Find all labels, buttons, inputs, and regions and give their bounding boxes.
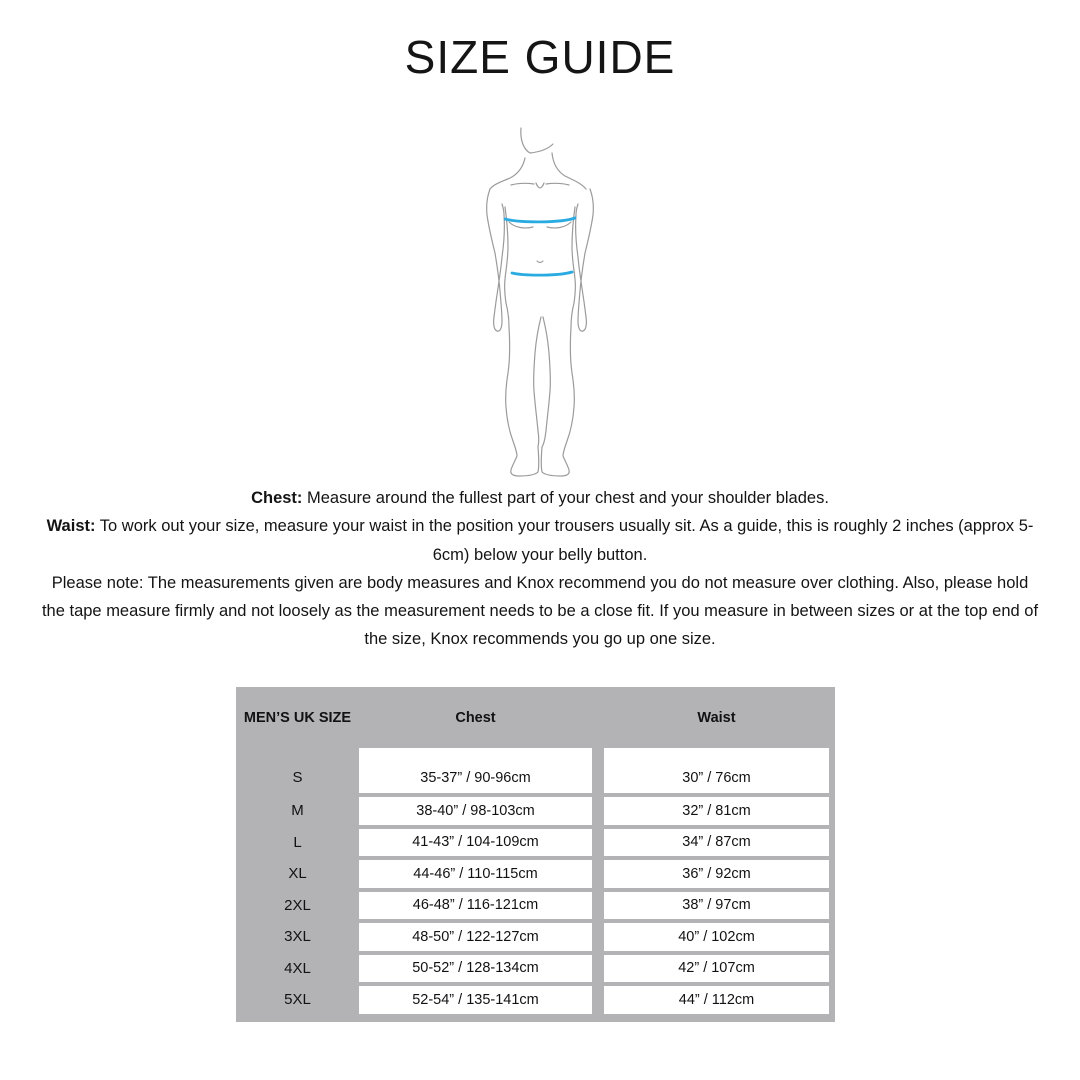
- waist-instruction: [40, 512, 1040, 569]
- table-row-4xl: [236, 955, 835, 983]
- size-cell: S: [292, 769, 303, 786]
- size-cell: M: [291, 802, 304, 820]
- chest-text: Measure around the fullest part of your chest and your shoulder blades.: [307, 489, 829, 507]
- torso-left-line: [505, 207, 508, 303]
- chest-cell: 52-54” / 135-141cm: [359, 986, 592, 1014]
- waist-text: To work out your size, measure your waist in the position your trousers usually sit. As a guide, this is roughly 2 inches (approx 5-6cm) below your belly button.: [99, 517, 1034, 564]
- sternum-notch: [536, 183, 544, 188]
- waist-cell: 32” / 81cm: [604, 797, 829, 825]
- header-waist-col: Waist: [697, 709, 736, 726]
- size-cell: 2XL: [284, 896, 311, 914]
- table-row-s: [236, 748, 835, 793]
- size-cell: 4XL: [284, 959, 311, 977]
- left-arm-outline: [487, 189, 505, 331]
- left-leg-inner-line: [534, 317, 541, 447]
- header-size-col: MEN’S UK SIZE: [243, 709, 352, 726]
- table-row-5xl: [236, 986, 835, 1014]
- chest-cell: 50-52” / 128-134cm: [359, 955, 592, 983]
- body-outline-figure: [455, 125, 625, 487]
- table-row-m: [236, 797, 835, 825]
- note-paragraph: [40, 569, 1040, 654]
- chest-cell: 44-46” / 110-115cm: [359, 860, 592, 888]
- waist-cell: 36” / 92cm: [604, 860, 829, 888]
- chest-cell: 41-43” / 104-109cm: [359, 829, 592, 857]
- waist-cell: 44” / 112cm: [604, 986, 829, 1014]
- page-title: SIZE GUIDE: [404, 31, 676, 83]
- neck-left-line: [490, 158, 525, 189]
- waist-label: Waist:: [46, 517, 96, 536]
- waist-cell: 30” / 76cm: [604, 748, 829, 793]
- chest-cell: 48-50” / 122-127cm: [359, 923, 592, 951]
- torso-right-line: [572, 207, 575, 303]
- chest-label: Chest:: [251, 489, 303, 507]
- size-cell: 5XL: [284, 991, 311, 1009]
- size-cell: 3XL: [284, 928, 311, 946]
- header-chest-col: Chest: [455, 709, 496, 726]
- waist-cell: 38” / 97cm: [604, 892, 829, 920]
- chest-instruction: [40, 484, 1040, 512]
- chest-measure-line: [505, 218, 575, 222]
- collarbone-left: [511, 183, 534, 185]
- table-header: [236, 687, 835, 748]
- right-arm-outline: [576, 189, 594, 331]
- size-cell: XL: [288, 865, 307, 883]
- waist-measure-line: [512, 272, 572, 275]
- table-row-l: [236, 829, 835, 857]
- chest-cell: 46-48” / 116-121cm: [359, 892, 592, 920]
- waist-cell: 42” / 107cm: [604, 955, 829, 983]
- navel-mark: [537, 261, 543, 263]
- collarbone-right: [546, 183, 569, 185]
- waist-cell: 40” / 102cm: [604, 923, 829, 951]
- right-leg-inner-line: [542, 317, 550, 447]
- chest-cell: 35-37” / 90-96cm: [359, 748, 592, 793]
- table-row-3xl: [236, 923, 835, 951]
- chest-cell: 38-40” / 98-103cm: [359, 797, 592, 825]
- waist-cell: 34” / 87cm: [604, 829, 829, 857]
- table-row-2xl: [236, 892, 835, 920]
- jaw-line: [521, 128, 553, 153]
- note-text: Please note: The measurements given are body measures and Knox recommend you do not measure over clothing. Also, please hold the tape measure firmly and not loosely as the measurement needs to be a close fit. If you measure in between sizes or at the top end of the size, Knox recommends you go up one size.: [41, 573, 1039, 649]
- measurement-instructions: [40, 484, 1040, 654]
- size-cell: L: [293, 833, 302, 851]
- table-row-xl: [236, 860, 835, 888]
- size-table: [236, 687, 835, 1022]
